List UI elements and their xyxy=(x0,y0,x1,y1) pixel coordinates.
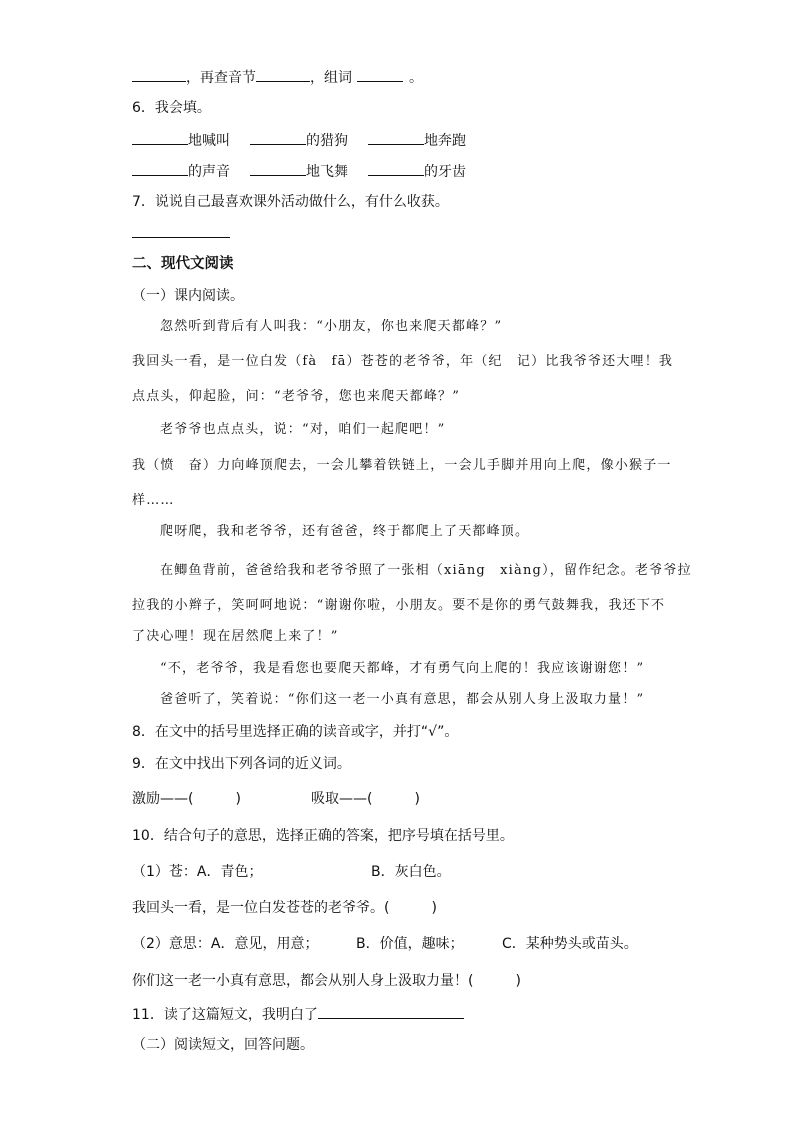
q10-sub2-option-c: C．某种势头或苗头。 xyxy=(502,936,638,952)
passage-paragraph: 爸爸听了，笑着说：“你们这一老一小真有意思，都会从别人身上汲取力量！” xyxy=(160,692,645,707)
q10-sub1-sentence[interactable]: 我回头一看，是一位白发苍苍的老爷爷。( ) xyxy=(132,900,437,916)
q7-answer-line[interactable] xyxy=(132,237,230,238)
answer-blank[interactable] xyxy=(250,129,306,145)
passage-paragraph: 我（愤 奋）力向峰顶爬去，一会儿攀着铁链上，一会儿手脚并用向上爬，像小猴子一 xyxy=(132,458,672,473)
passage-paragraph: 样…… xyxy=(132,493,175,508)
passage-paragraph: 老爷爷也点点头，说：“对，咱们一起爬吧！” xyxy=(160,422,446,437)
passage-paragraph: “不，老爷爷，我是看您也要爬天都峰，才有勇气向上爬的！我应该谢谢您！” xyxy=(160,661,645,676)
passage-paragraph: 点点头，仰起脸，问：“老爷爷，您也来爬天都峰？” xyxy=(132,389,461,404)
q10-sub1-option-b: B．灰白色。 xyxy=(371,864,451,880)
answer-blank[interactable] xyxy=(256,66,310,82)
answer-blank[interactable] xyxy=(357,66,403,82)
q5-tail-line: ，再查音节 ，组词 。 xyxy=(132,66,423,88)
answer-blank[interactable] xyxy=(368,160,424,176)
answer-blank[interactable] xyxy=(132,129,188,145)
answer-blank[interactable] xyxy=(250,160,306,176)
passage-paragraph: 忽然听到背后有人叫我：“小朋友，你也来爬天都峰？” xyxy=(160,319,503,334)
section-heading: 二、现代文阅读 xyxy=(132,256,234,272)
q6-row-2: 的声音 地飞舞 的牙齿 xyxy=(132,160,466,182)
subsection-title: （一）课内阅读。 xyxy=(132,288,244,304)
q11-line: 11．读了这篇短文，我明白了 xyxy=(132,1003,464,1025)
q10-sub2-option-a: （2）意思：A．意见，用意； xyxy=(132,936,319,952)
q6-row-1: 地喊叫 的猎狗 地奔跑 xyxy=(132,129,466,151)
q9-item[interactable]: 吸取——( ) xyxy=(311,791,420,807)
q8-text: 8．在文中的括号里选择正确的读音或字，并打“√”。 xyxy=(132,724,459,740)
answer-blank[interactable] xyxy=(368,129,424,145)
answer-blank[interactable] xyxy=(132,66,186,82)
q7-title: 7．说说自己最喜欢课外活动做什么，有什么收获。 xyxy=(132,194,449,210)
passage-paragraph: 我回头一看，是一位白发（fà fā）苍苍的老爷爷，年（纪 记）比我爷爷还大哩！我 xyxy=(132,354,674,369)
passage-paragraph: 了决心哩！现在居然爬上来了！” xyxy=(132,629,339,644)
q6-title: 6．我会填。 xyxy=(132,100,211,116)
q10-sub1-option-a: （1）苍：A．青色； xyxy=(132,864,263,880)
passage-paragraph: 在鲫鱼背前，爸爸给我和老爷爷照了一张相（xiāng xiàng），留作纪念。老爷爷拉 xyxy=(160,563,692,578)
q10-sub2-option-b: B．价值，趣味； xyxy=(356,936,464,952)
subsection-title: （二）阅读短文，回答问题。 xyxy=(132,1037,314,1053)
passage-paragraph: 爬呀爬，我和老爷爷，还有爸爸，终于都爬上了天都峰顶。 xyxy=(160,524,530,539)
q9-item[interactable]: 激励——( ) xyxy=(132,791,241,807)
answer-blank[interactable] xyxy=(318,1003,464,1019)
q10-title: 10．结合句子的意思，选择正确的答案，把序号填在括号里。 xyxy=(132,828,514,844)
q10-sub2-sentence[interactable]: 你们这一老一小真有意思，都会从别人身上汲取力量！( ) xyxy=(132,973,521,989)
q9-title: 9．在文中找出下列各词的近义词。 xyxy=(132,756,351,772)
answer-blank[interactable] xyxy=(132,160,188,176)
passage-paragraph: 拉我的小辫子，笑呵呵地说：“谢谢你啦，小朋友。要不是你的勇气鼓舞我，我还下不 xyxy=(132,598,666,613)
